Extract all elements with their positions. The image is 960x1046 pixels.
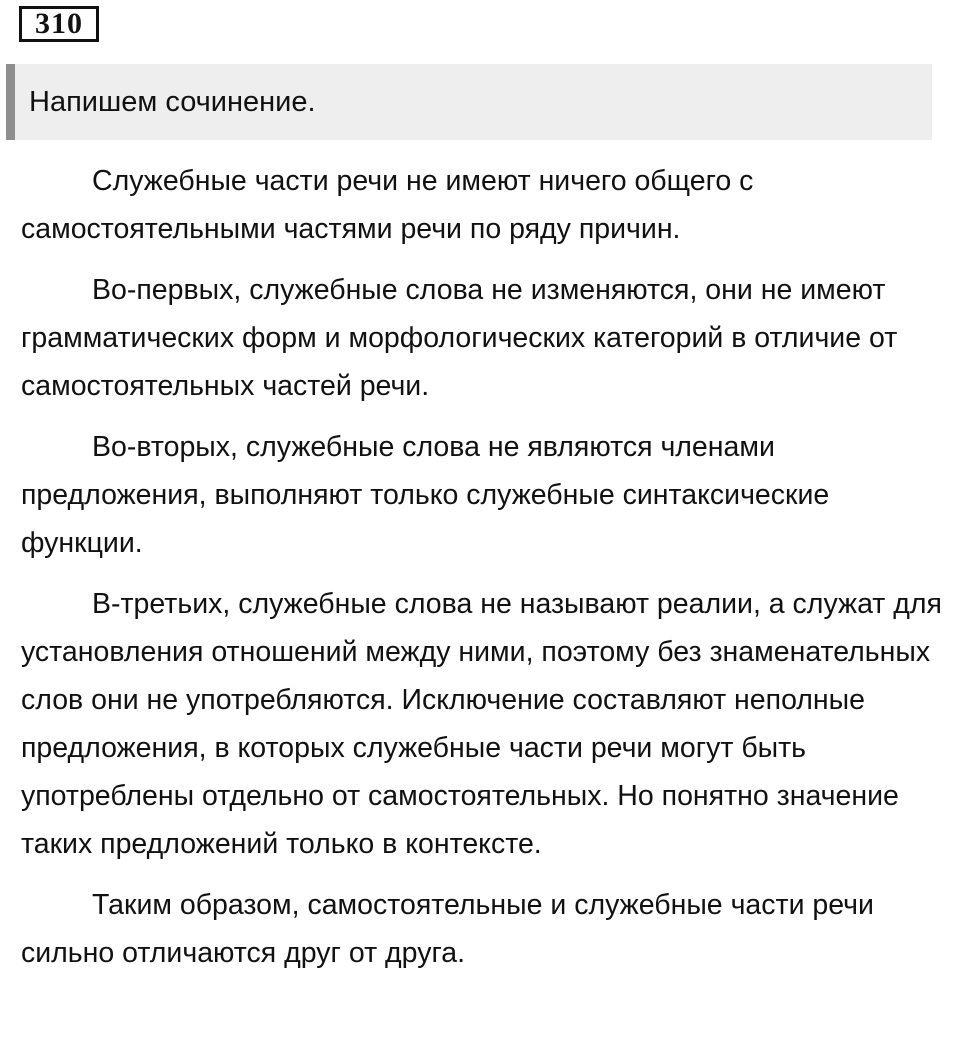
paragraph-second-reason: Во-вторых, служебные слова не являются членами предложения, выполняют только служебные синтаксические функции. <box>21 431 830 559</box>
paragraph-intro: Служебные части речи не имеют ничего общего с самостоятельными частями речи по ряду причин. <box>21 165 754 245</box>
paragraph-third-reason: В-третьих, служебные слова не называют реалии, а служат для установления отношений между ними, поэтому без знаменательных слов они не употребляются. Исключение составляют неполные предложения, в которых служебные части речи могут быть употреблены отдельно от самостоятельных. Но понятно значение таких предложений только в контексте. <box>21 588 942 860</box>
paragraph-first-reason: Во-первых, служебные слова не изменяются, они не имеют грамматических форм и морфологических категорий в отличие от самостоятельных частей речи. <box>21 274 898 402</box>
essay-body <box>21 157 955 990</box>
task-text: Напишем сочинение. <box>29 85 316 118</box>
task-header <box>6 64 932 140</box>
paragraph-conclusion: Таким образом, самостоятельные и служебные части речи сильно отличаются друг от друга. <box>21 889 874 969</box>
exercise-number: 310 <box>19 6 99 42</box>
